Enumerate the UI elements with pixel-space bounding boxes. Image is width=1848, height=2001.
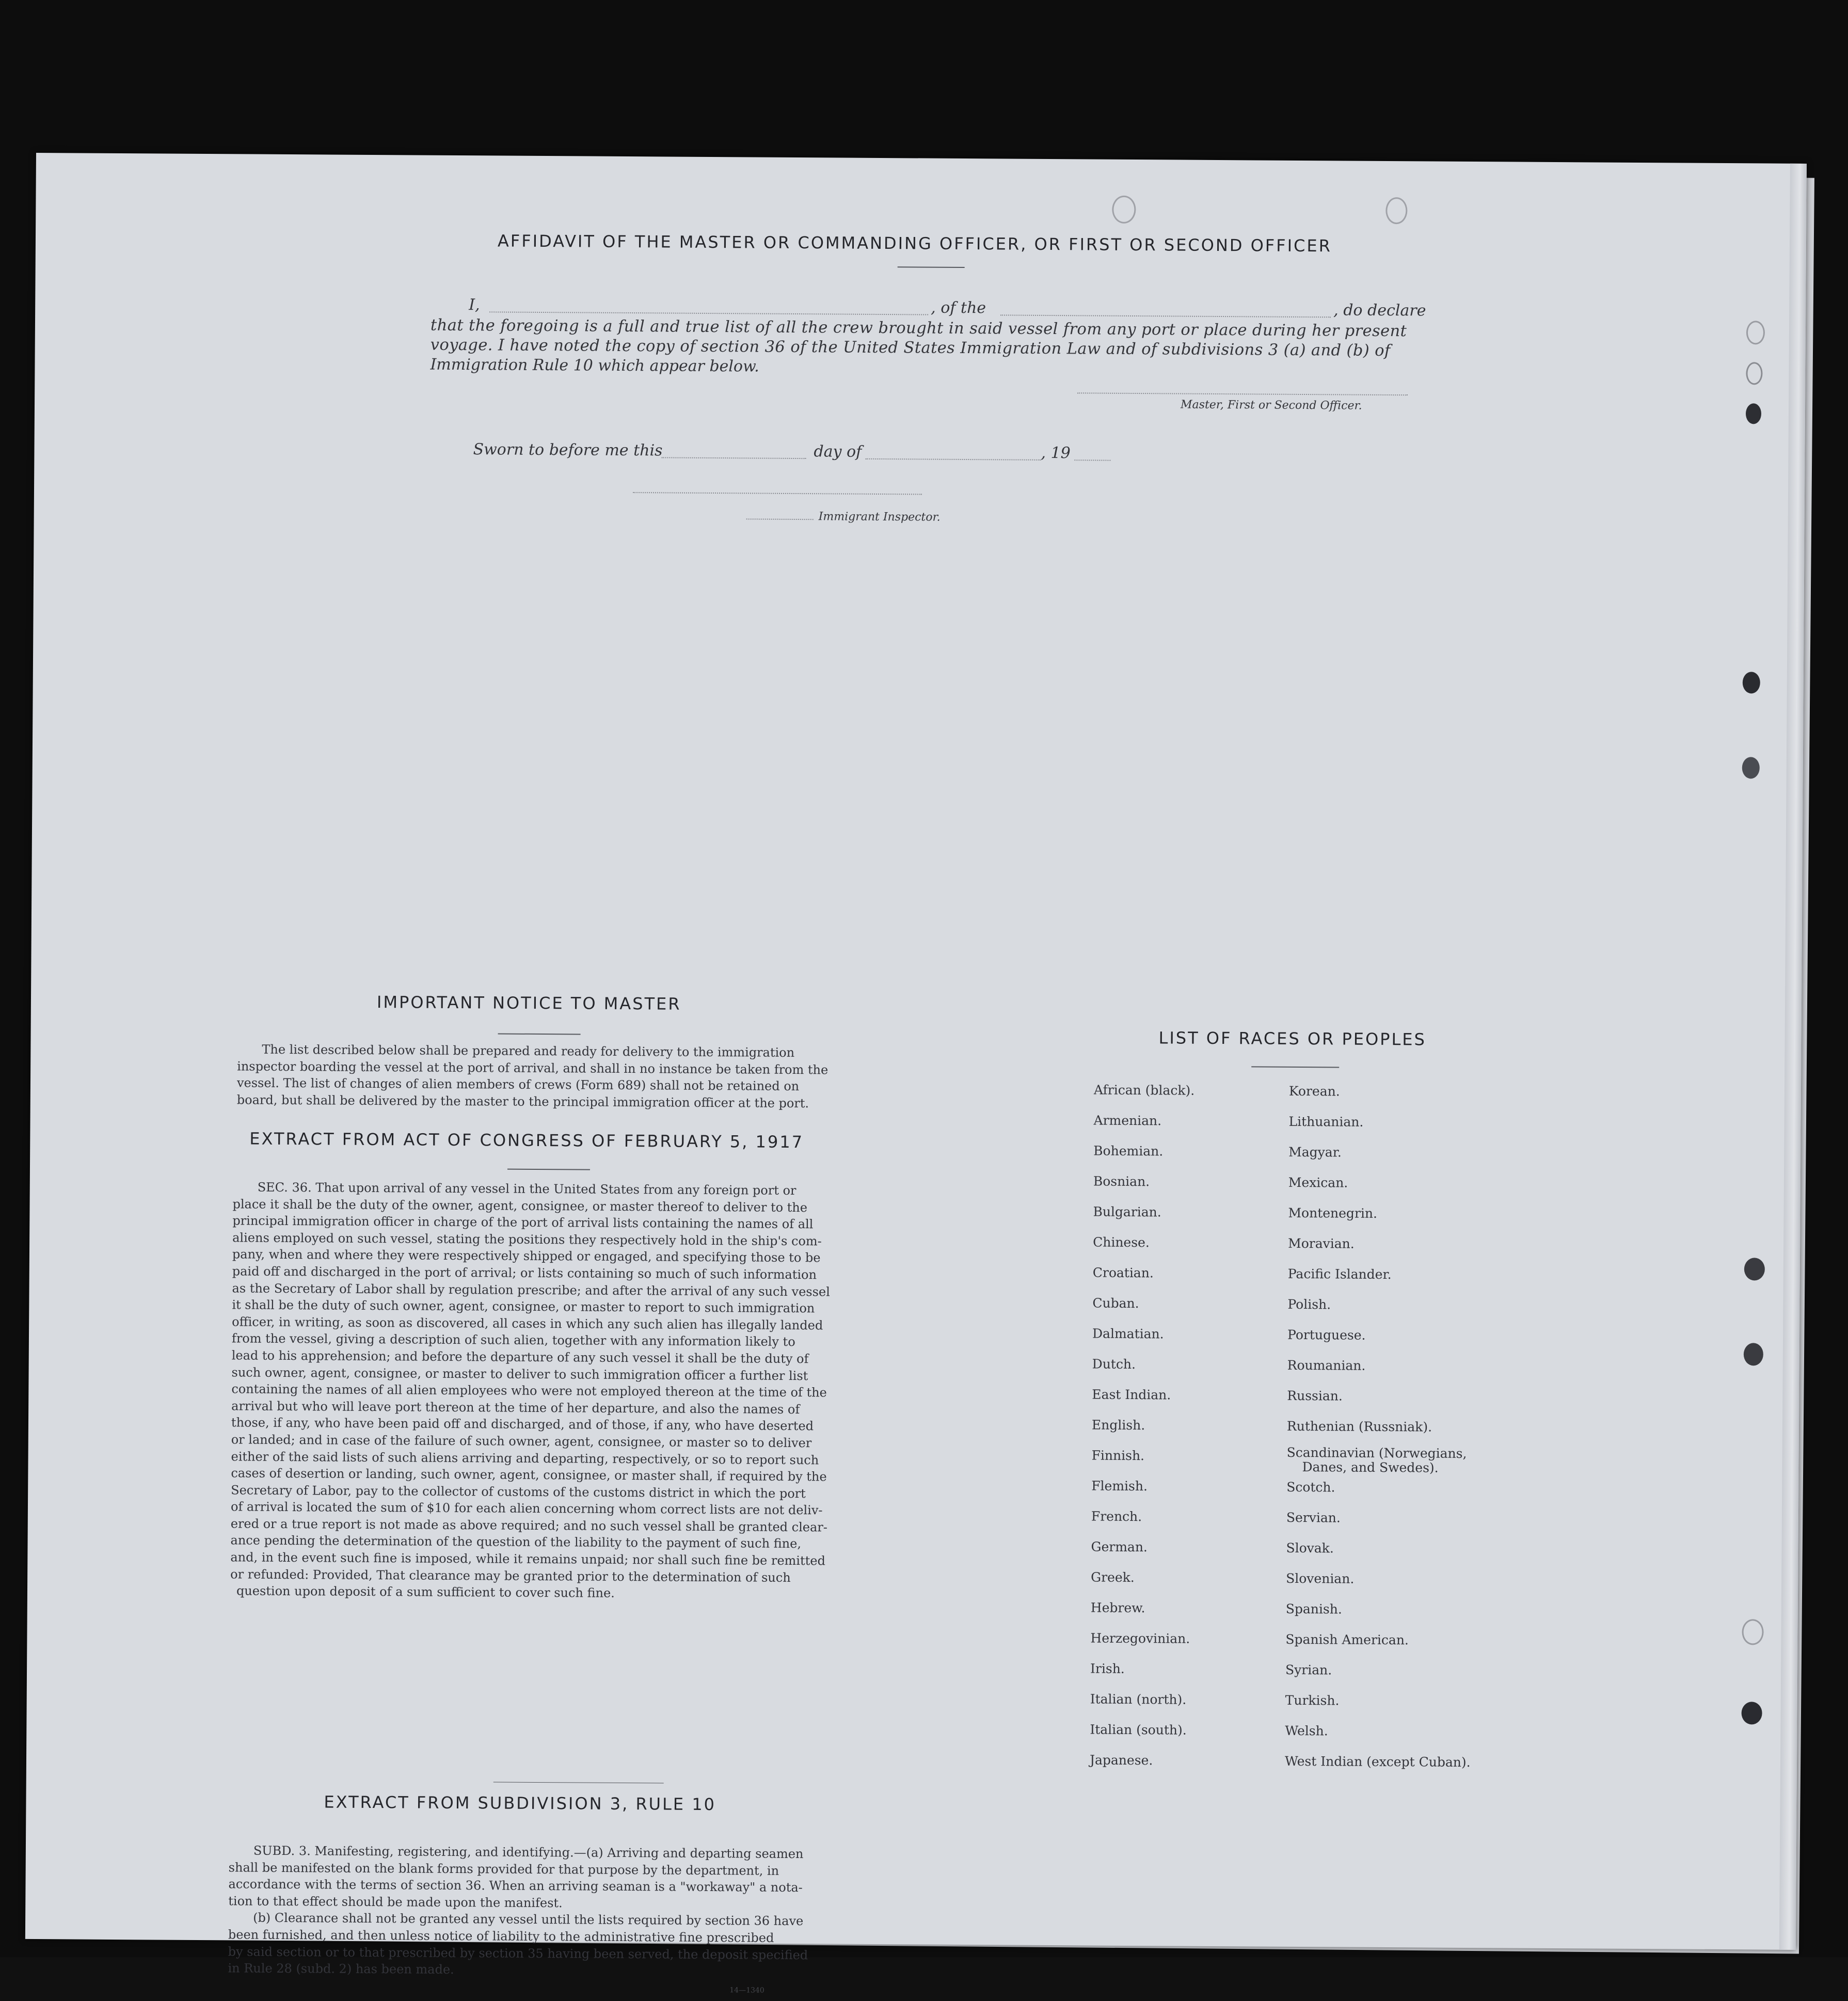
race-item: Dalmatian. (1092, 1326, 1164, 1342)
act-end-rule (493, 1782, 664, 1783)
race-item: Lithuanian. (1288, 1114, 1364, 1130)
punch-hole-icon (1744, 1258, 1765, 1280)
race-item: Irish. (1090, 1661, 1125, 1676)
affidavit-line-4: Immigration Rule 10 which appear below. (430, 355, 759, 376)
notice-body (237, 1041, 841, 1112)
master-signature-blank[interactable] (1077, 392, 1408, 395)
punch-hole-icon (1746, 321, 1765, 344)
notice-line-2: inspector boarding the vessel at the port of arrival, and shall in no instance be taken from the (237, 1059, 829, 1077)
race-item: Flemish. (1091, 1478, 1148, 1494)
race-item-continued: Danes, and Swedes). (1302, 1459, 1439, 1475)
race-item: Spanish American. (1285, 1631, 1409, 1648)
punch-hole-icon (1746, 362, 1762, 385)
inspector-signature-blank[interactable] (633, 492, 922, 495)
punch-hole-icon (1746, 403, 1761, 424)
rule-extract-body (228, 1842, 836, 1980)
race-item: Chinese. (1093, 1234, 1150, 1250)
punch-hole-icon (1743, 672, 1760, 693)
year-text: , 19 (1041, 443, 1071, 463)
act-line-9: officer, in writing, as soon as discovered, all cases in which any such alien has illegally landed (232, 1314, 823, 1333)
name-blank[interactable] (489, 311, 928, 315)
race-item: Spanish. (1285, 1601, 1342, 1617)
inspector-label: Immigrant Inspector. (818, 510, 941, 524)
act-line-17: either of the said lists of such aliens arriving and departing, respectively, or so to report such (231, 1449, 819, 1467)
day-of-text: day of (814, 442, 862, 461)
act-line-10: from the vessel, giving a description of such alien, together with any information likely to (231, 1331, 795, 1349)
race-item: Slovak. (1286, 1540, 1334, 1556)
punch-hole-icon (1385, 197, 1407, 224)
rule-line-7: by said section or to that prescribed by section 35 having been served, the deposit specified (228, 1944, 808, 1962)
rule-line-6: been furnished, and then unless notice of liability to the administrative fine prescribed (228, 1927, 774, 1945)
notice-line-4: board, but shall be delivered by the master to the principal immigration officer at the port. (236, 1092, 809, 1110)
race-item: Hebrew. (1090, 1600, 1145, 1616)
act-line-13: containing the names of all alien employees who were not employed thereon at the time of the (231, 1381, 827, 1400)
vessel-blank[interactable] (1000, 314, 1331, 317)
act-rule (507, 1169, 590, 1170)
affidavit-declare: , do declare (1333, 301, 1426, 320)
act-line-6: paid off and discharged in the port of arrival; or lists containing so much of such information (232, 1264, 817, 1282)
inspector-dots (746, 518, 814, 520)
act-line-16: or landed; and in case of the failure of such owner, agent, consignee, or master so to deliver (231, 1432, 812, 1451)
affidavit-title: AFFIDAVIT OF THE MASTER OR COMMANDING OFFICER, OR FIRST OR SECOND OFFICER (497, 231, 1332, 256)
race-item: Servian. (1286, 1510, 1341, 1526)
race-item: Mexican. (1288, 1174, 1348, 1190)
rule-line-4: tion to that effect should be made upon the manifest. (228, 1894, 563, 1911)
act-line-1: SEC. 36. That upon arrival of any vessel in the United States from any foreign port or (257, 1180, 796, 1198)
act-line-14: arrival but who will leave port thereon at the time of her departure, and also the names of (231, 1399, 800, 1417)
race-item: Japanese. (1089, 1752, 1153, 1768)
race-item: Bosnian. (1093, 1173, 1150, 1189)
race-item: Portuguese. (1287, 1327, 1366, 1343)
act-line-8: it shall be the duty of such owner, agent, consignee, or master to report to such immigration (232, 1297, 815, 1316)
race-item: Finnish. (1091, 1448, 1145, 1464)
race-item: Pacific Islander. (1287, 1266, 1392, 1282)
race-item: East Indian. (1092, 1387, 1171, 1403)
race-item: English. (1091, 1417, 1145, 1433)
notice-line-1: The list described below shall be prepared and ready for delivery to the immigration (262, 1042, 795, 1060)
act-line-15: those, if any, who have been paid off and discharged, and of those, if any, who have deserted (231, 1415, 814, 1434)
race-item: Slovenian. (1286, 1570, 1355, 1586)
affidavit-line-3: voyage. I have noted the copy of section 36 of the United States Immigration Law and of subdivisions 3 (a) and (b) of (430, 336, 1391, 360)
notice-title: IMPORTANT NOTICE TO MASTER (376, 992, 681, 1014)
act-line-11: lead to his apprehension; and before the departure of any such vessel it shall be the duty of (231, 1348, 809, 1367)
race-item: Turkish. (1285, 1692, 1340, 1708)
rule-line-2: shall be manifested on the blank forms provided for that purpose by the department, in (228, 1860, 779, 1878)
race-item: Dutch. (1092, 1356, 1136, 1372)
punch-hole-icon (1741, 1702, 1762, 1724)
race-item: Herzegovinian. (1090, 1630, 1190, 1646)
race-item: Italian (south). (1090, 1722, 1187, 1738)
rule-line-5: (b) Clearance shall not be granted any vessel until the lists required by section 36 have (253, 1911, 804, 1929)
affidavit-i: I, (469, 296, 480, 314)
act-line-22: ance pending the determination of the question of the liability to the payment of such fine, (230, 1533, 802, 1551)
act-line-23: and, in the event such fine is imposed, while it remains unpaid; nor shall such fine be remitted (230, 1550, 825, 1568)
race-item: African (black). (1093, 1082, 1195, 1098)
act-extract-title: EXTRACT FROM ACT OF CONGRESS OF FEBRUARY 5, 1917 (249, 1129, 804, 1152)
races-rule (1251, 1066, 1339, 1068)
act-line-19: Secretary of Labor, pay to the collector of customs of the customs district in which the port (231, 1483, 806, 1501)
race-item: Bulgarian. (1093, 1204, 1161, 1220)
punch-hole-icon (1742, 1619, 1763, 1645)
race-item: West Indian (except Cuban). (1284, 1753, 1471, 1770)
rule-line-1: SUBD. 3. Manifesting, registering, and identifying.—(a) Arriving and departing seamen (253, 1843, 804, 1862)
sworn-day-blank[interactable] (661, 457, 806, 459)
sworn-year-blank[interactable] (1074, 459, 1110, 460)
race-item: Italian (north). (1090, 1691, 1187, 1707)
race-item: Korean. (1288, 1083, 1340, 1099)
act-line-21: ered or a true report is not made as above required; and no such vessel shall be granted clear- (230, 1516, 828, 1535)
punch-hole-icon (1112, 196, 1136, 224)
act-line-7: as the Secretary of Labor shall by regulation prescribe; and after the arrival of any such vessel (232, 1280, 830, 1299)
race-item: Moravian. (1288, 1235, 1355, 1251)
race-item: Scandinavian (Norwegians, (1286, 1444, 1467, 1461)
act-line-4: aliens employed on such vessel, stating the positions they respectively hold in the ship's com- (232, 1230, 822, 1249)
title-rule (898, 266, 965, 268)
race-item: German. (1091, 1539, 1148, 1555)
form-number: 14—1340 (729, 1986, 764, 1995)
act-line-3: principal immigration officer in charge of the port of arrival lists containing the names of all (232, 1213, 814, 1232)
race-item: Ruthenian (Russniak). (1286, 1418, 1432, 1435)
race-item: French. (1091, 1508, 1142, 1524)
race-item: Scotch. (1286, 1479, 1335, 1495)
master-signature-label: Master, First or Second Officer. (1180, 398, 1362, 412)
punch-hole-icon (1744, 1343, 1763, 1365)
act-line-12: such owner, agent, consignee, or master to deliver to such immigration officer a further list (231, 1364, 808, 1383)
rule-extract-title: EXTRACT FROM SUBDIVISION 3, RULE 10 (324, 1792, 716, 1815)
race-item: Armenian. (1093, 1113, 1162, 1129)
races-title: LIST OF RACES OR PEOPLES (1158, 1028, 1427, 1050)
affidavit-line-2: that the foregoing is a full and true list of all the crew brought in said vessel from any port or place during her present (430, 316, 1407, 341)
race-item: Russian. (1287, 1388, 1343, 1404)
race-item: Cuban. (1092, 1295, 1139, 1311)
race-item: Polish. (1287, 1296, 1331, 1312)
race-item: Bohemian. (1093, 1143, 1164, 1159)
race-item: Croatian. (1092, 1265, 1154, 1281)
affidavit-of-the: , of the (931, 298, 986, 317)
sworn-month-blank[interactable] (865, 458, 1041, 460)
race-item: Montenegrin. (1288, 1205, 1378, 1221)
race-item: Roumanian. (1287, 1357, 1366, 1373)
act-line-20: of arrival is located the sum of $10 for each alien concerning whom correct lists are not deliv- (230, 1499, 823, 1518)
document-sheet (25, 153, 1807, 1995)
race-item: Syrian. (1285, 1662, 1332, 1678)
race-item: Greek. (1091, 1569, 1135, 1585)
race-item: Magyar. (1288, 1144, 1342, 1160)
act-line-24: or refunded: Provided, That clearance may be granted prior to the determination of such (230, 1567, 791, 1585)
rule-line-8: in Rule 28 (subd. 2) has been made. (228, 1961, 454, 1977)
punch-hole-icon (1742, 757, 1760, 779)
act-line-18: cases of desertion or landing, such owner, agent, consignee, or master shall, if required by the (231, 1466, 827, 1484)
notice-rule (498, 1033, 581, 1035)
sworn-text: Sworn to before me this (473, 440, 663, 460)
act-extract-body (230, 1179, 840, 1603)
act-line-5: pany, when and where they were respectively shipped or engaged, and specifying those to be (232, 1247, 821, 1265)
act-line-2: place it shall be the duty of the owner, agent, consignee, or master thereof to deliver to the (232, 1196, 808, 1215)
act-line-25: question upon deposit of a sum sufficient to cover such fine. (236, 1583, 615, 1601)
rule-line-3: accordance with the terms of section 36. When an arriving seaman is a "workaway" a nota- (228, 1877, 803, 1895)
race-item: Welsh. (1285, 1723, 1328, 1739)
notice-line-3: vessel. The list of changes of alien members of crews (Form 689) shall not be retained on (236, 1075, 800, 1094)
